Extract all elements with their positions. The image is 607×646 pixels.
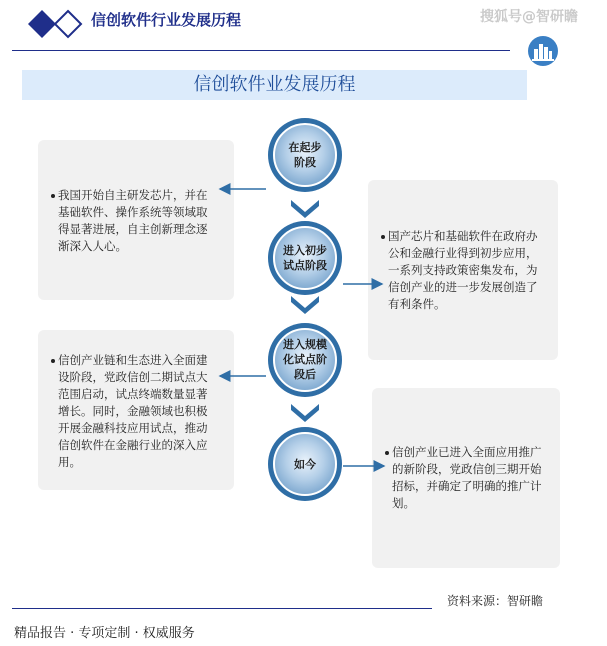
footer-divider [12,608,432,609]
description-line: 增长。同时，金融领域也积极 [58,404,208,418]
description-line: 信创软件在金融行业的深入应 [58,438,208,452]
stage-label-1: 在起步 阶段 [288,141,322,169]
header-title: 信创软件行业发展历程 [91,11,242,29]
description-line: 基础软件、操作系统等领域取 [58,205,208,219]
chevron-down-icon [291,404,319,422]
stage-label-2: 进入初步 试点阶段 [283,244,327,272]
description-line: 信创产业已进入全面应用推广 [392,445,542,459]
description-line: 渐深入人心。 [58,239,127,253]
banner-title: 信创软件业发展历程 [193,74,356,95]
description-line: 公和金融行业得到初步应用， [388,246,538,260]
description-line: 一系列支持政策密集发布，为 [388,263,538,277]
description-line: 国产芯片和基础软件在政府办 [388,229,538,243]
stage-label-4: 如今 [294,458,316,471]
description-line: 我国开始自主研发芯片，并在 [58,188,208,202]
description-line: 招标，并确定了明确的推广计 [392,479,542,493]
description-line: 有利条件。 [388,297,446,311]
description-line: 设阶段，党政信创二期试点大 [58,370,208,384]
chevron-down-icon [291,200,319,218]
description-line: 范围启动，试点终端数量显著 [58,387,208,401]
chevron-down-icon [291,296,319,314]
description-line: 用。 [58,455,81,469]
source-note: 资料来源：智研瞻 [447,594,544,608]
description-line: 信创产业的进一步发展创造了 [388,280,538,294]
description-line: 的新阶段，党政信创三期开始 [392,462,542,476]
description-line: 开展金融科技应用试点，推动 [58,421,208,435]
watermark-text: 搜狐号@智研瞻 [480,9,578,25]
description-line: 信创产业链和生态进入全面建 [58,353,208,367]
description-line: 得显著进展，自主创新理念逐 [58,222,208,236]
description-line: 划。 [392,496,415,510]
stage-label-3: 进入规模 化试点阶 段后 [283,338,327,381]
footer-tagline: 精品报告 · 专项定制 · 权威服务 [14,626,195,641]
